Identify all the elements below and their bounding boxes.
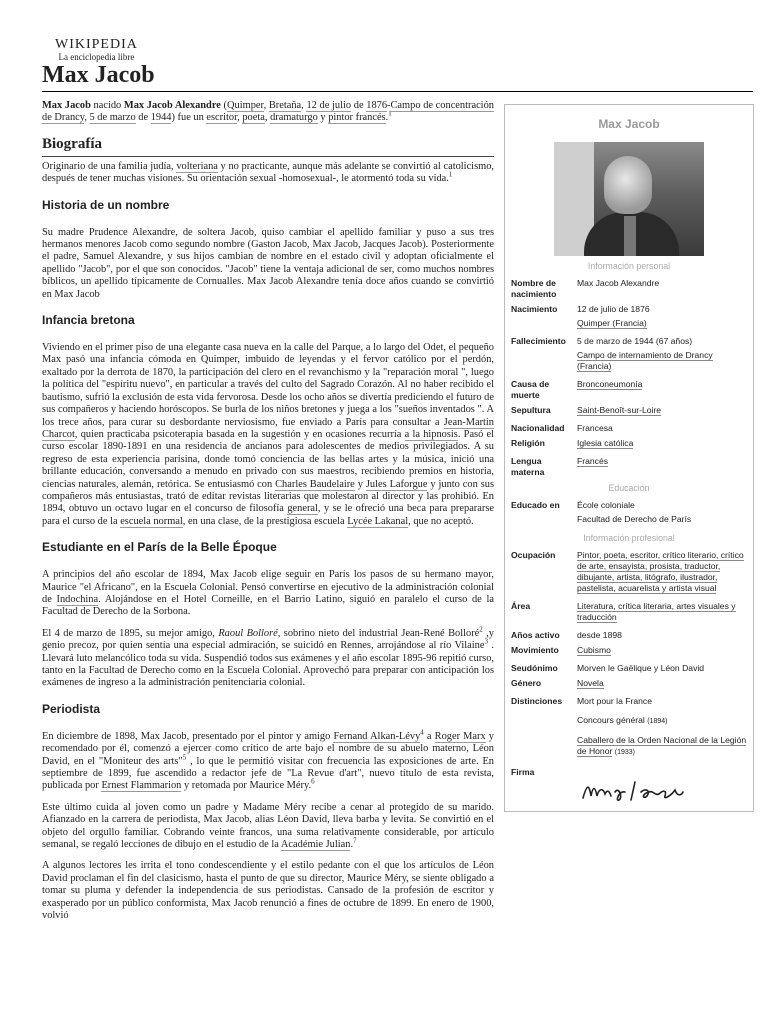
paragraph-text: En diciembre de 1898, Max Jacob, presentado por el pintor y amigo [42, 730, 334, 742]
paragraph-text: A principios del año escolar de 1894, Max Jacob elige seguir en París los pasos de su hermano mayor, Maurice "el Africano", en la Escuela Colonial. Pensó convertirse en ejecutivo de la administración colonial de [42, 569, 494, 605]
section-heading-periodista: Periodista [42, 701, 101, 716]
link-cause[interactable]: Bronconeumonía [577, 379, 643, 389]
award-3 [577, 735, 749, 758]
infobox-row-sepultura [505, 405, 753, 419]
lead-paragraph [42, 100, 494, 125]
lead-text: , [263, 100, 269, 111]
infobox-row-nacimiento [505, 304, 753, 332]
link-hipnosis[interactable]: a la hipnosis [404, 428, 458, 440]
paragraph-text: , y se le ofreció una beca para prepararse para el curso de la [42, 503, 494, 527]
link-alkan-levy[interactable]: Fernand Alkan-Lévy [333, 730, 421, 742]
link-1944[interactable]: 1944 [150, 112, 172, 124]
paragraph-text: y junto con sus compañeros más entusiastas, trató de editar revistas literarias que molestaron al director y las prohibió. En 1894, obtuvo un octavo lugar en el concurso de filosofía [42, 478, 495, 515]
portrait-photo[interactable] [554, 142, 704, 256]
infobox [504, 104, 754, 812]
link-birthplace[interactable]: Quimper (Francia) [577, 318, 647, 328]
link-quimper[interactable]: Quimper [227, 100, 264, 111]
section-heading-biografia: Biografía [42, 135, 494, 157]
lead-text: , [84, 112, 90, 124]
infobox-row-distinciones [505, 696, 753, 761]
infobox-section-educacion: Educación [608, 483, 650, 493]
infobox-row-educado [505, 500, 753, 528]
infobox-value: Max Jacob Alexandre [577, 278, 660, 288]
infobox-row-religion [505, 438, 753, 452]
infobox-label: Distinciones [511, 696, 563, 706]
infobox-value [577, 304, 749, 332]
infobox-value [577, 678, 749, 692]
paragraph-text: Este último cuida al joven como un padre y Madame Méry recibe a cenar al protegido de su marido. Afianzado en la carrera de periodista, Max Jacob, alias Léon David, lleva barba y levita. Se convirtió en el objeto del orgullo familiar. Cobrando veinte francos, una suma relativamente considerable, por artículo semanal, se regaló lecciones de dibujo en el estudio de la [42, 801, 494, 851]
reference-marker[interactable]: 3 [484, 637, 488, 646]
infobox-label: Lengua materna [511, 456, 545, 477]
death-date: 5 de marzo de 1944 (67 años) [577, 336, 693, 346]
infobox-label: Causa de muerte [511, 379, 550, 400]
infancia-paragraph [42, 342, 494, 528]
infobox-row-movimiento [505, 645, 753, 659]
link-burial[interactable]: Saint-Benoît-sur-Loire [577, 405, 662, 415]
infobox-label: Educado en [511, 500, 560, 510]
link-laforgue[interactable]: Jules Laforgue [365, 478, 428, 490]
infobox-value [577, 456, 749, 478]
reference-marker[interactable]: 4 [420, 728, 424, 737]
paragraph-text: y no practicante, aunque más adelante se convirtió al catolicismo, después de tener muchas visiones. Su orientación sexual -homosexual-, le atormentó toda su vida. [42, 160, 494, 185]
award-3-year: (1933) [614, 749, 635, 756]
lead-text: . [385, 112, 389, 124]
estudiante-paragraph-1 [42, 569, 494, 619]
lead-bold-birthname: Max Jacob Alexandre [123, 100, 221, 111]
infobox-label: Ocupación [511, 550, 556, 560]
link-area[interactable]: Literatura, crítica literaria, artes visuales y traducción [577, 601, 736, 622]
biografia-paragraph [42, 161, 494, 186]
link-bretana[interactable]: Bretaña [268, 100, 302, 111]
infobox-label: Nombre de nacimiento [511, 278, 557, 299]
photo-head [604, 156, 652, 214]
title-divider [42, 91, 753, 92]
section-heading-historia: Historia de un nombre [42, 197, 170, 212]
lead-text: - [387, 100, 391, 111]
infobox-label: Años activo [511, 630, 560, 640]
paragraph-text: . Llevará luto melancólico toda su vida. Suspendió todos sus exámenes y el año escolar 1895-96 repitió curso, tanto en la Facultad de Derecho como en la Escuela Colonial. Aprovechó para preparar con anticipación los exámenes de ingreso a la administración penitenciaria colonial. [42, 640, 494, 689]
lead-text: y [317, 112, 329, 124]
infobox-label: Firma [511, 767, 535, 777]
infobox-value [577, 336, 749, 375]
paragraph-text: y recomendado por él, comenzó a ejercer como crítico de arte bajo el nombre de su abuelo materno, Léon David, en el "Moniteur des arts" [42, 730, 494, 767]
paragraph-text: , lo que le permitió visitar con frecuencia las exposiciones de arte. En septiembre de 1899, fue ascendido a redactor jefe de "La Revue d'art", nuevo título de esta revista, publicada por [42, 755, 494, 792]
paragraph-text: a [423, 730, 435, 742]
link-escritor[interactable]: escritor [206, 112, 238, 124]
link-genre[interactable]: Novela [577, 678, 604, 688]
infobox-row-seudonimo [505, 663, 753, 674]
infobox-value [577, 438, 749, 452]
infobox-row-nacionalidad [505, 423, 753, 434]
paragraph-text: y retomada por Maurice Méry. [181, 780, 312, 792]
estudiante-paragraph-2 [42, 625, 495, 690]
page-title: Max Jacob [42, 62, 155, 88]
link-movement[interactable]: Cubismo [577, 645, 611, 655]
link-deathplace[interactable]: Campo de internamiento de Drancy (Francia) [577, 350, 713, 371]
infobox-value [577, 601, 749, 626]
infobox-label: Movimiento [511, 645, 559, 655]
infobox-value [577, 500, 749, 528]
link-lycee-lakanal[interactable]: Lycée Lakanal [347, 515, 409, 527]
paragraph-text: . [350, 839, 354, 851]
periodista-paragraph-3: A algunos lectores les irrita el tono condescendiente y el estilo pedante con el que los artículos de Léon David proclaman el fin del clasicismo, hasta el punto de que su director, Maurice Méry, se siente obligado a tomar su pluma y defender la independencia de sus periodistas. Cansado de la profesión de escritor y exasperado por un público conformista, Max Jacob renunció a fines de octubre de 1899. En enero de 1900, volvió [42, 860, 494, 922]
link-volteriana[interactable]: volteriana [176, 160, 218, 172]
infobox-row-genero [505, 678, 753, 692]
link-12-julio[interactable]: 12 de julio [306, 100, 352, 111]
infobox-section-personal: Información personal [587, 261, 671, 271]
birth-date: 12 de julio de 1876 [577, 304, 650, 314]
lead-text: de [351, 100, 367, 111]
link-pintor-frances[interactable]: pintor francés [328, 112, 386, 124]
italic-name: Raoul Bolloré [218, 627, 278, 639]
paragraph-text: , quien practicaba psicoterapia basada en la sugestión y en ocasiones recurría [74, 428, 405, 440]
infobox-row-nombre [505, 278, 753, 300]
infobox-label: Género [511, 678, 542, 688]
link-legion-honor[interactable]: Caballero de la Orden Nacional de la Legión de Honor [577, 735, 747, 756]
infobox-row-fallecimiento [505, 336, 753, 375]
photo-tie [624, 216, 636, 256]
reference-marker[interactable]: 2 [479, 625, 483, 634]
link-5-marzo[interactable]: 5 de marzo [89, 112, 136, 124]
lead-text: ( [220, 100, 228, 111]
reference-marker[interactable]: 1 [388, 109, 392, 118]
infobox-label: Sepultura [511, 405, 551, 415]
infobox-value: desde 1898 [577, 630, 622, 640]
link-escuela-normal[interactable]: escuela normal [120, 515, 183, 527]
lead-bold-name: Max Jacob [42, 100, 91, 111]
periodista-paragraph-1 [42, 728, 494, 793]
infobox-label: Seudónimo [511, 663, 558, 673]
infobox-value: Morven le Gaëlique y Léon David [577, 663, 705, 673]
signature-image[interactable] [579, 778, 753, 807]
school-2: Facultad de Derecho de París [577, 514, 692, 524]
article-body [42, 100, 494, 932]
lead-text: nacido [90, 100, 124, 111]
infobox-value: Francesa [577, 423, 613, 433]
wikipedia-tagline: La enciclopedia libre [58, 52, 135, 62]
reference-marker[interactable]: 5 [182, 753, 187, 762]
infobox-label: Fallecimiento [511, 336, 566, 346]
paragraph-text: Originario de una familia judía, [42, 160, 177, 172]
infobox-row-firma [505, 767, 753, 778]
infobox-value [577, 645, 749, 659]
signature-svg [579, 778, 709, 804]
award-1: Mort pour la France [577, 696, 652, 706]
historia-paragraph: Su madre Prudence Alexandre, de soltera Jacob, quiso cambiar el apellido familiar y puso a sus tres hermanos menores Jacob como segundo nombre (Gaston Jacob, Max Jacob, Jacques Jacob). Posteriormente el padre, Samuel Alexandre, y sus hijos cambian de nombre en el estado civil y adoptan oficialmente el apellido "Jacob", por el que son conocidos. "Jacob" tiene la ventaja adicional de ser, como muchos nombres bíblicos, un apellido típicamente de Cornualles. Max Jacob Alexandre tenía doce años cuando se convirtió en Max Jacob [42, 226, 494, 300]
link-drancy[interactable]: Campo de concentración de Drancy [42, 100, 494, 124]
lead-text: , [237, 112, 243, 124]
link-language[interactable]: Francés [577, 456, 609, 466]
link-baudelaire[interactable]: Charles Baudelaire [275, 478, 355, 490]
lead-text: de [135, 112, 151, 124]
lead-text: , [264, 112, 271, 124]
paragraph-text: ,y genio precoz, por quien sentía una especial admiración, se suicidó en Rennes, arrojándose al río Vilaine [42, 627, 495, 652]
link-occupation[interactable]: Pintor, poeta, escritor, crítico literario, crítico de arte, ensayista, prosista, traductor, dibujante, artista, litógrafo, ilustrador, pastelista, acuarelista y artista visual [577, 550, 744, 593]
infobox-label: Nacimiento [511, 304, 558, 314]
infobox-row-causa [505, 379, 753, 401]
link-religion[interactable]: Iglesia católica [577, 438, 634, 448]
link-roger-marx[interactable]: Roger Marx [434, 730, 486, 742]
paragraph-text: . Alojándose en el Hotel Corneille, en el Barrio Latino, siguió en paralelo el curso de la Facultad de Derecho de la Sorbona. [42, 593, 495, 618]
link-flammarion[interactable]: Ernest Flammarion [101, 780, 182, 792]
paragraph-text: , sobrino nieto del industrial Jean-René Bolloré [277, 627, 480, 639]
award-2 [577, 715, 749, 727]
award-2-year: (1894) [647, 718, 668, 725]
lead-text: ) fue un [171, 112, 207, 124]
infobox-value [577, 550, 749, 597]
infobox-label: Nacionalidad [511, 423, 565, 433]
paragraph-text: . Pasó el curso escolar 1890-1891 en una residencia de ancianos para adolescentes de medios privilegiados. A su regreso de esta experiencia parisina, donde tomó conciencia de las bellas artes y la música, inició una brillante educación, conversando a menudo en privado con sus maestros, recibiendo premios en historia, ciencias naturales, alemán, retórica. Se entusiasmó con [42, 428, 495, 490]
infobox-section-profesional: Información profesional [583, 533, 675, 543]
infobox-row-lengua [505, 456, 753, 478]
reference-marker[interactable]: 1 [448, 170, 453, 179]
infobox-label: Religión [511, 438, 545, 448]
link-poeta[interactable]: poeta [242, 112, 265, 124]
school-1: École coloniale [577, 500, 635, 510]
award-2-name: Concours général [577, 715, 645, 725]
link-general[interactable]: general [287, 503, 318, 515]
paragraph-text: y [354, 478, 366, 490]
infobox-row-anios [505, 630, 753, 641]
infobox-title: Max Jacob [598, 117, 660, 131]
wikipedia-logo[interactable] [55, 38, 138, 62]
infobox-row-area [505, 601, 753, 626]
paragraph-text: , que no aceptó. [408, 515, 474, 527]
infobox-row-ocupacion [505, 550, 753, 597]
infobox-value [577, 696, 749, 761]
section-heading-estudiante: Estudiante en el París de la Belle Époque [42, 540, 277, 555]
infobox-value [577, 379, 749, 401]
wikipedia-wordmark: WIKIPEDIA [55, 37, 138, 52]
periodista-paragraph-2 [42, 802, 494, 852]
lead-text: , [301, 100, 307, 111]
paragraph-text: El 4 de marzo de 1895, su mejor amigo, [42, 627, 219, 639]
paragraph-text: , en una clase, de la prestigiosa escuela [182, 515, 348, 527]
link-1876[interactable]: 1876 [366, 100, 388, 111]
link-indochina[interactable]: Indochina [56, 593, 99, 605]
link-dramaturgo[interactable]: dramaturgo [270, 112, 318, 124]
infobox-label: Área [511, 601, 531, 611]
infobox-value [577, 405, 749, 419]
link-charcot[interactable]: Jean-Martin Charcot [42, 416, 494, 440]
reference-marker[interactable]: 6 [311, 777, 315, 786]
paragraph-text: Viviendo en el primer piso de una elegante casa nueva en la calle del Parque, a lo largo del Odet, el pequeño Max pasó una infancia cómoda en Quimper, imbuido de leyendas y el fervor católico por el perdón, exaltado por la derrota de 1870, la participación del clero en el revanchismo y la "reparación moral ", luego la política del "espíritu nuevo", en particular a través del culto del Sagrado Corazón. Al no haber recibido el bautismo, sufrió la exclusión de esta vida fervorosa. Desde los ocho años se divertía prediciendo el futuro de sus compañeros y haciendo horóscopos. Se burla de los niños bretones y juega a los "sueños inventados ". A los trece años, para curar su desbordante nerviosismo, fue enviado a París para consultar a [42, 342, 494, 428]
link-academie-julian[interactable]: Académie Julian [280, 839, 351, 851]
section-heading-infancia: Infancia bretona [42, 313, 135, 328]
reference-marker[interactable]: 7 [353, 836, 357, 845]
